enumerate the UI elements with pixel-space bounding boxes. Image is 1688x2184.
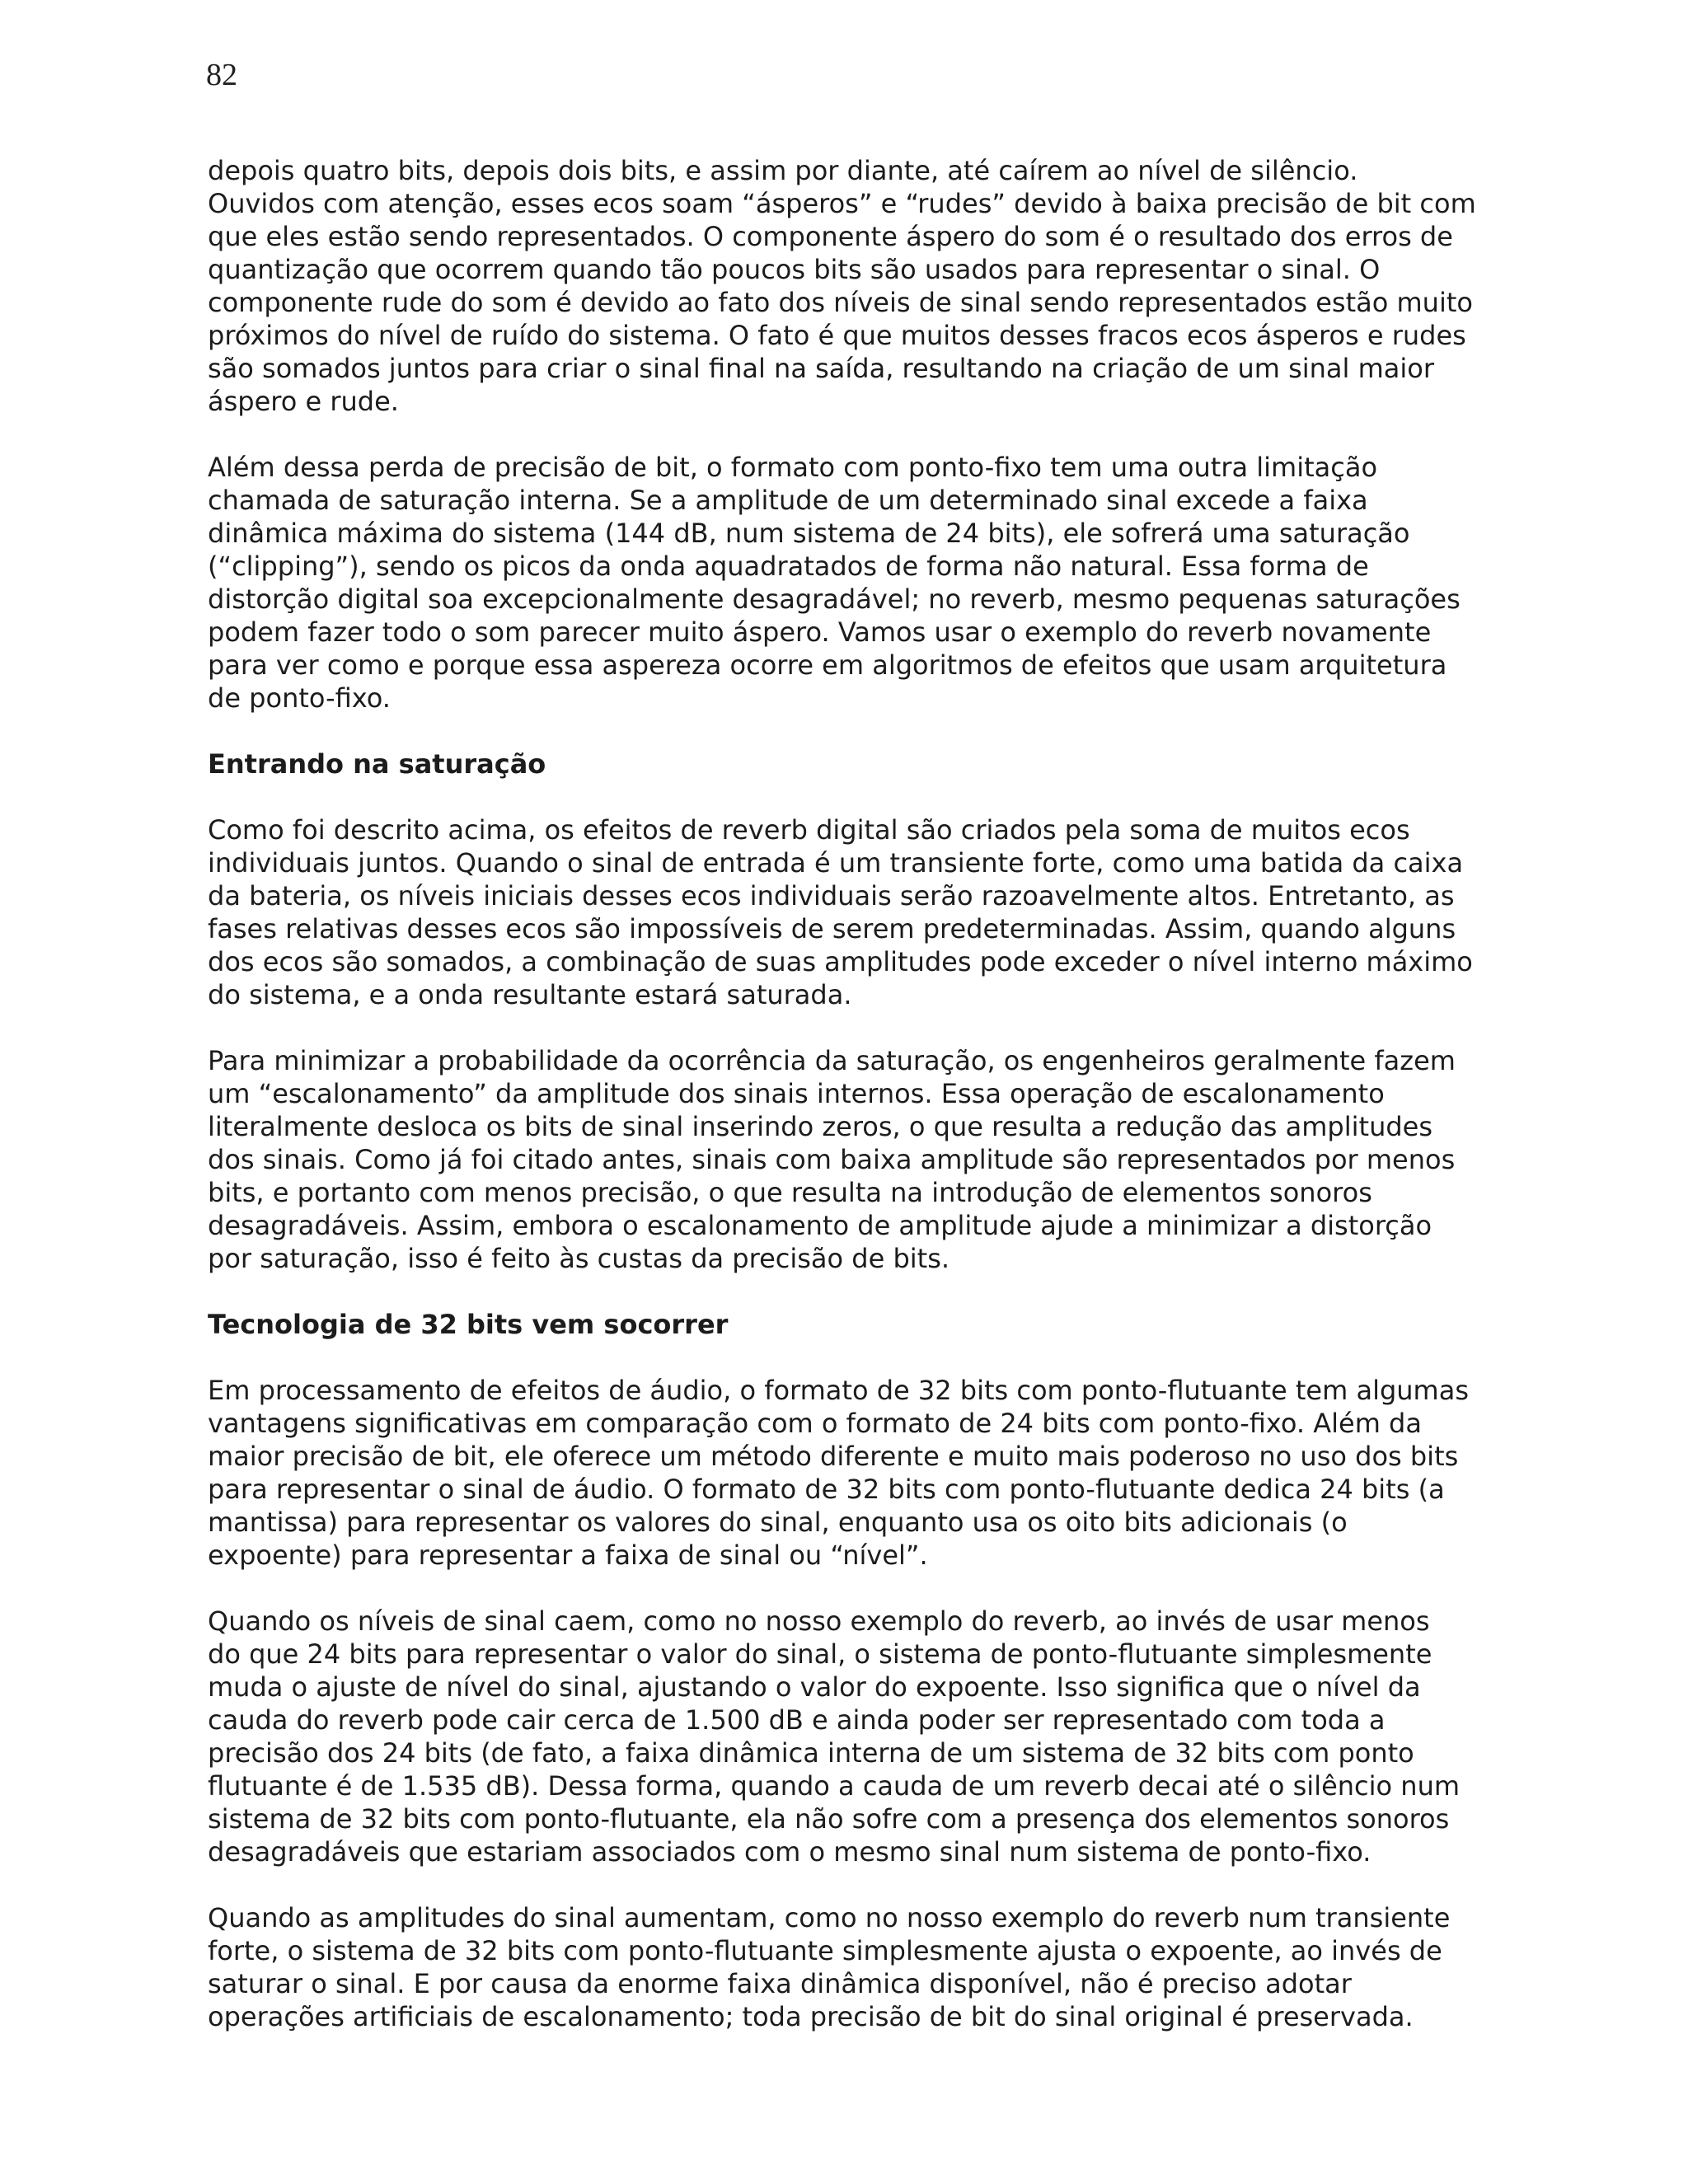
paragraph [208, 451, 1543, 715]
paragraph-line: expoente) para representar a faixa de sinal ou “nível”. [208, 1540, 928, 1571]
paragraph-line: fases relativas desses ecos são impossíveis de serem predeterminadas. Assim, quando alguns [208, 913, 1456, 944]
paragraph-line: componente rude do som é devido ao fato dos níveis de sinal sendo representados estão muito [208, 287, 1473, 318]
paragraph-line: precisão dos 24 bits (de fato, a faixa dinâmica interna de um sistema de 32 bits com ponto [208, 1737, 1414, 1769]
paragraph-line: literalmente desloca os bits de sinal inserindo zeros, o que resulta a redução das amplitudes [208, 1111, 1433, 1142]
paragraph-line: bits, e portanto com menos precisão, o que resulta na introdução de elementos sonoros [208, 1177, 1372, 1208]
section-heading: Tecnologia de 32 bits vem socorrer [208, 1309, 729, 1340]
paragraph-line: Em processamento de efeitos de áudio, o formato de 32 bits com ponto-flutuante tem algumas [208, 1375, 1469, 1406]
paragraph-line: desagradáveis que estariam associados com o mesmo sinal num sistema de ponto-fixo. [208, 1836, 1372, 1868]
paragraph-line: operações artificiais de escalonamento; toda precisão de bit do sinal original é preservada. [208, 2001, 1414, 2032]
paragraph-line: maior precisão de bit, ele oferece um método diferente e muito mais poderoso no uso dos bits [208, 1441, 1459, 1472]
paragraph-line: quantização que ocorrem quando tão poucos bits são usados para representar o sinal. O [208, 254, 1381, 285]
paragraph-line: dinâmica máxima do sistema (144 dB, num sistema de 24 bits), ele sofrerá uma saturação [208, 518, 1410, 549]
paragraph-line: sistema de 32 bits com ponto-flutuante, ela não sofre com a presença dos elementos sonoros [208, 1803, 1450, 1835]
paragraph-line: próximos do nível de ruído do sistema. O fato é que muitos desses fracos ecos ásperos e rudes [208, 320, 1466, 351]
paragraph-line: por saturação, isso é feito às custas da precisão de bits. [208, 1243, 950, 1274]
paragraph-line: são somados juntos para criar o sinal final na saída, resultando na criação de um sinal maior [208, 353, 1434, 384]
paragraph-line: da bateria, os níveis iniciais desses ecos individuais serão razoavelmente altos. Entretanto, as [208, 880, 1455, 912]
paragraph [208, 1605, 1543, 1868]
document-body [208, 154, 1543, 2066]
paragraph-line: Quando as amplitudes do sinal aumentam, como no nosso exemplo do reverb num transiente [208, 1902, 1451, 1933]
paragraph-line: distorção digital soa excepcionalmente desagradável; no reverb, mesmo pequenas saturações [208, 583, 1461, 615]
paragraph-line: Ouvidos com atenção, esses ecos soam “ásperos” e “rudes” devido à baixa precisão de bit com [208, 188, 1476, 219]
section-heading: Entrando na saturação [208, 748, 546, 780]
paragraph-line: flutuante é de 1.535 dB). Dessa forma, quando a cauda de um reverb decai até o silêncio num [208, 1770, 1461, 1802]
paragraph-line: Quando os níveis de sinal caem, como no nosso exemplo do reverb, ao invés de usar menos [208, 1605, 1430, 1637]
paragraph-line: podem fazer todo o som parecer muito áspero. Vamos usar o exemplo do reverb novamente [208, 616, 1432, 648]
paragraph-line: desagradáveis. Assim, embora o escalonamento de amplitude ajude a minimizar a distorção [208, 1210, 1432, 1241]
paragraph [208, 1044, 1543, 1275]
paragraph-line: depois quatro bits, depois dois bits, e assim por diante, até caírem ao nível de silêncio. [208, 155, 1358, 186]
paragraph-line: cauda do reverb pode cair cerca de 1.500 dB e ainda poder ser representado com toda a [208, 1704, 1386, 1736]
paragraph-line: um “escalonamento” da amplitude dos sinais internos. Essa operação de escalonamento [208, 1078, 1385, 1109]
paragraph-line: forte, o sistema de 32 bits com ponto-flutuante simplesmente ajusta o expoente, ao invés de [208, 1935, 1442, 1966]
page-number: 82 [206, 58, 237, 92]
paragraph-line: Além dessa perda de precisão de bit, o formato com ponto-fixo tem uma outra limitação [208, 452, 1378, 483]
paragraph-line: saturar o sinal. E por causa da enorme faixa dinâmica disponível, não é preciso adotar [208, 1968, 1352, 1999]
paragraph [208, 1901, 1543, 2033]
paragraph [208, 813, 1543, 1011]
paragraph-line: do sistema, e a onda resultante estará saturada. [208, 979, 852, 1010]
paragraph-line: que eles estão sendo representados. O componente áspero do som é o resultado dos erros de [208, 221, 1453, 252]
paragraph-line: de ponto-fixo. [208, 682, 391, 714]
paragraph-line: para representar o sinal de áudio. O formato de 32 bits com ponto-flutuante dedica 24 bits (a [208, 1474, 1445, 1505]
paragraph-line: Como foi descrito acima, os efeitos de reverb digital são criados pela soma de muitos ecos [208, 814, 1410, 846]
paragraph-line: vantagens significativas em comparação com o formato de 24 bits com ponto-fixo. Além da [208, 1408, 1422, 1439]
paragraph-line: dos ecos são somados, a combinação de suas amplitudes pode exceder o nível interno máximo [208, 946, 1473, 977]
paragraph-line: chamada de saturação interna. Se a amplitude de um determinado sinal excede a faixa [208, 485, 1368, 516]
paragraph-line: para ver como e porque essa aspereza ocorre em algoritmos de efeitos que usam arquitetura [208, 649, 1447, 681]
paragraph-line: do que 24 bits para representar o valor do sinal, o sistema de ponto-flutuante simplesmente [208, 1638, 1432, 1670]
paragraph-line: muda o ajuste de nível do sinal, ajustando o valor do expoente. Isso significa que o nível da [208, 1671, 1421, 1703]
paragraph-line: (“clipping”), sendo os picos da onda aquadratados de forma não natural. Essa forma de [208, 551, 1369, 582]
paragraph-line: áspero e rude. [208, 386, 399, 417]
paragraph [208, 154, 1543, 418]
paragraph-line: individuais juntos. Quando o sinal de entrada é um transiente forte, como uma batida da caixa [208, 847, 1464, 879]
paragraph-line: dos sinais. Como já foi citado antes, sinais com baixa amplitude são representados por menos [208, 1144, 1456, 1175]
paragraph [208, 1374, 1543, 1572]
paragraph-line: mantissa) para representar os valores do sinal, enquanto usa os oito bits adicionais (o [208, 1507, 1348, 1538]
paragraph-line: Para minimizar a probabilidade da ocorrência da saturação, os engenheiros geralmente fazem [208, 1045, 1456, 1076]
